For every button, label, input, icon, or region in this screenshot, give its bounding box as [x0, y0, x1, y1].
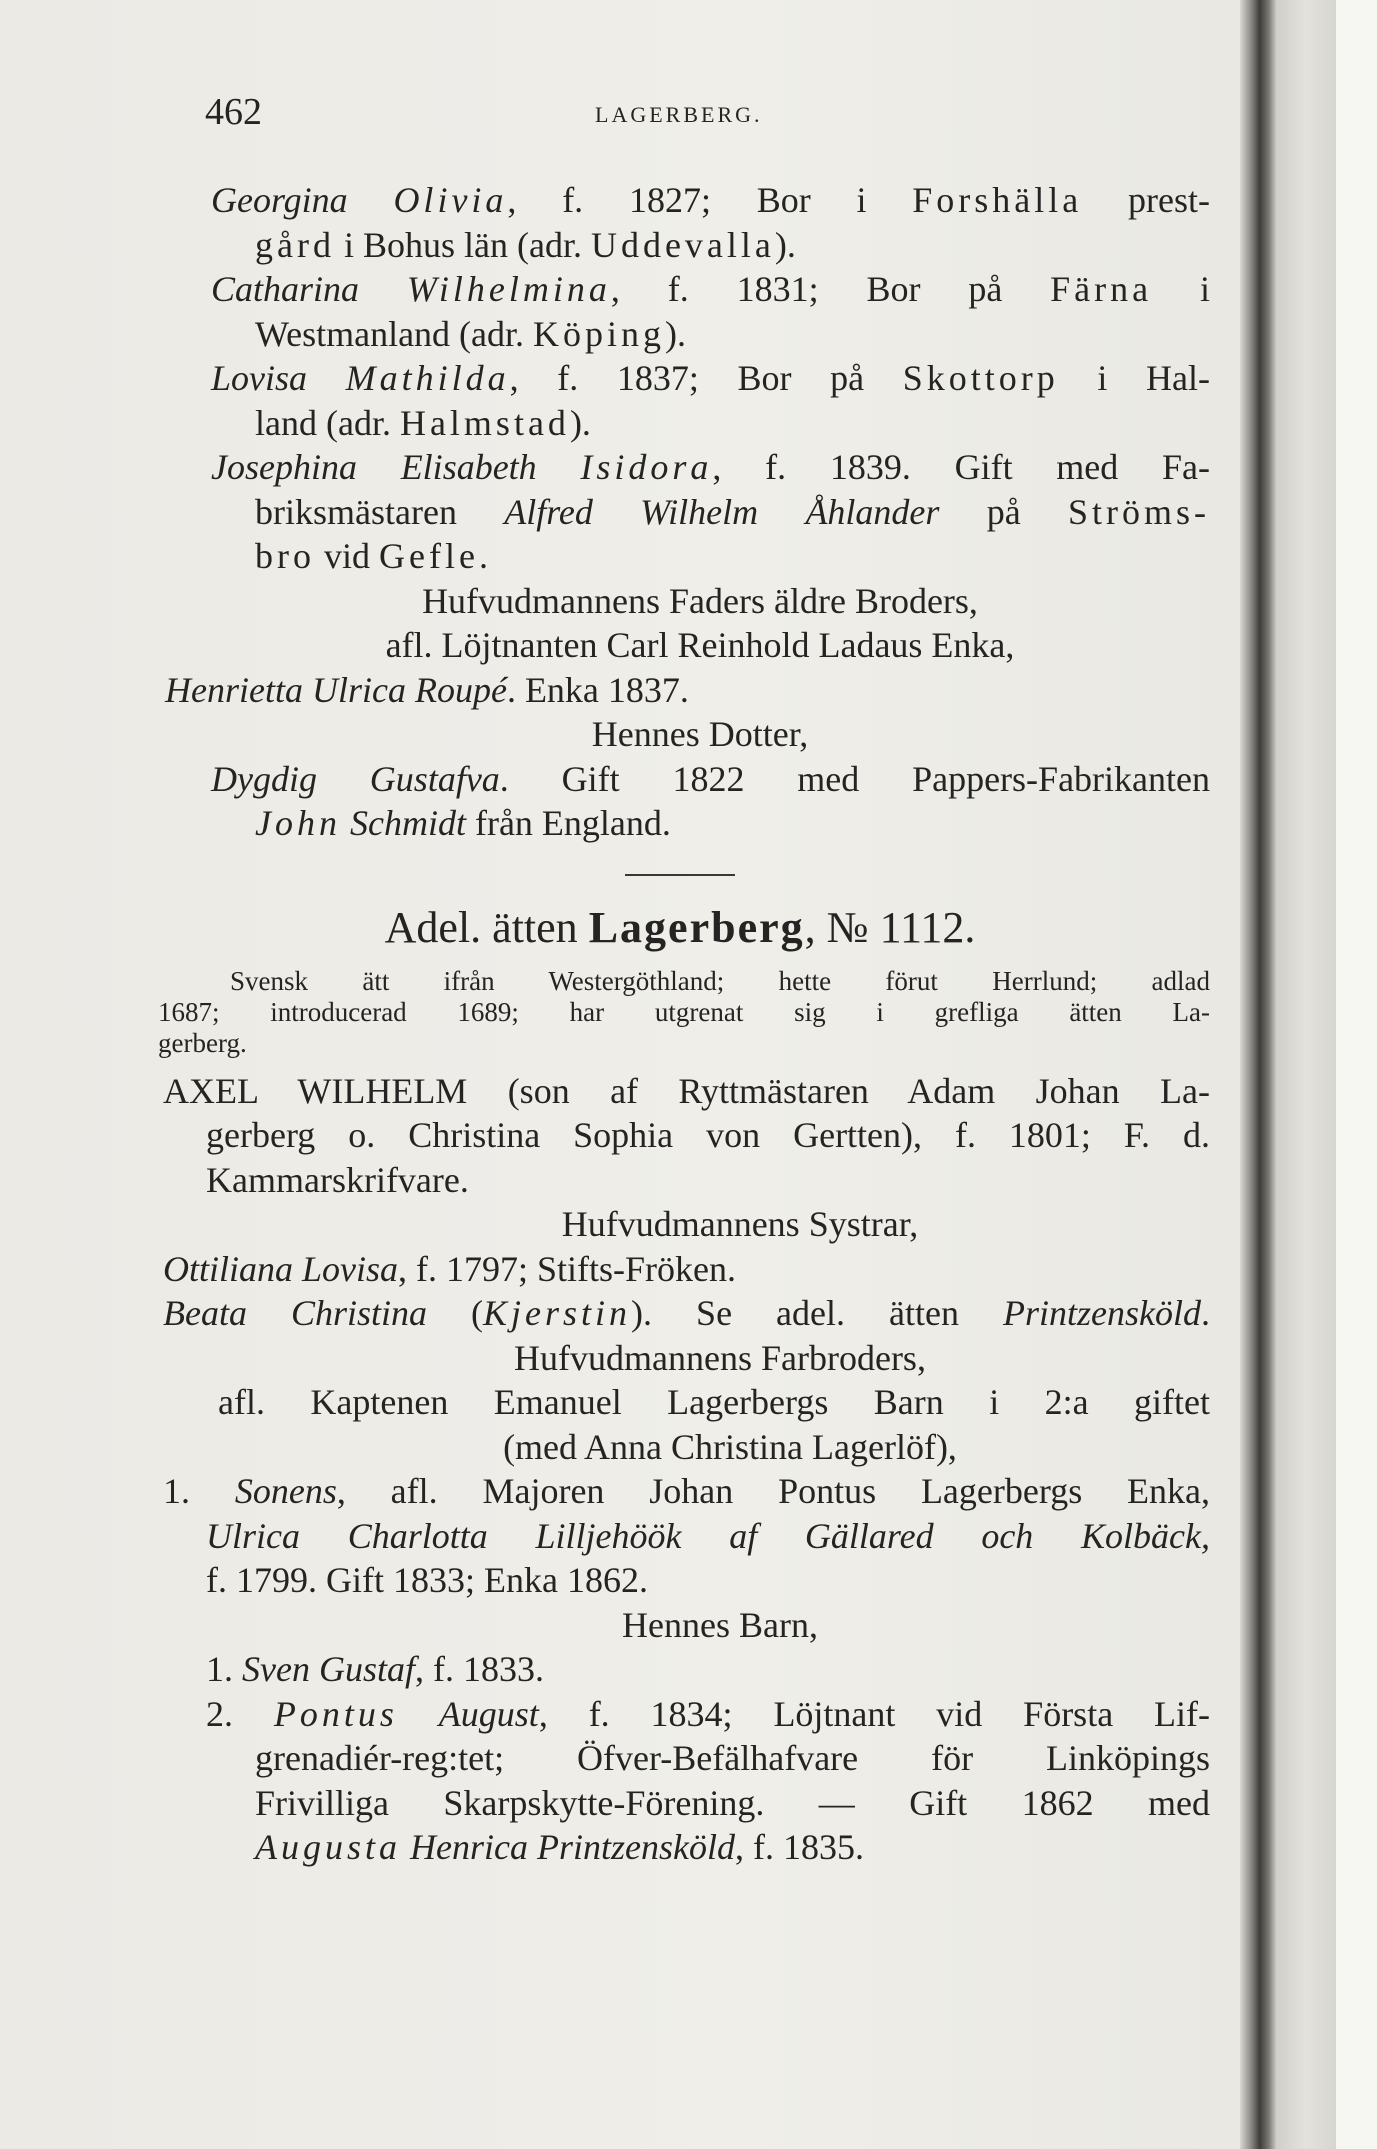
page-gutter	[1240, 0, 1276, 2149]
section-heading: Hennes Dotter,	[591, 714, 809, 754]
text-line: land (adr. Halmstad).	[255, 402, 591, 443]
page-header	[205, 90, 1205, 140]
text-line: AXEL WILHELM (son af Ryttmästaren Adam Johan La-	[163, 1070, 1210, 1111]
page-number: 462	[205, 91, 262, 133]
text-line: Ulrica Charlotta Lilljehöök af Gällared och Kolbäck,	[206, 1515, 1210, 1556]
facing-page-edge	[1276, 0, 1336, 2149]
text-line: Dygdig Gustafva. Gift 1822 med Pappers-Fabrikanten	[211, 758, 1210, 799]
section-heading: Hufvudmannens Farbroders,	[514, 1337, 926, 1378]
text-line: 2. Pontus August, f. 1834; Löjtnant vid Första Lif-	[206, 1693, 1211, 1734]
text-line: Frivilliga Skarpskytte-Förening. — Gift 1862 med	[255, 1782, 1210, 1823]
text-line: Catharina Wilhelmina, f. 1831; Bor på Färna i	[211, 269, 1210, 309]
text-line: Kammarskrifvare.	[206, 1159, 469, 1200]
page-body	[150, 178, 1210, 1870]
section-divider	[625, 874, 735, 876]
text-line: John Schmidt från England.	[255, 803, 671, 843]
section-note: 1687; introducerad 1689; har utgrenat sig i grefliga ätten La-	[158, 996, 1210, 1027]
text-line: Josephina Elisabeth Isidora, f. 1839. Gift med Fa-	[211, 447, 1210, 487]
text-line: 1. Sonens, afl. Majoren Johan Pontus Lagerbergs Enka,	[163, 1471, 1211, 1511]
running-head: LAGERBERG.	[595, 102, 763, 127]
text-line: briksmästaren Alfred Wilhelm Åhlander på Ströms-	[255, 491, 1210, 532]
text-line: Augusta Henrica Printzensköld, f. 1835.	[255, 1827, 864, 1867]
section-note: gerberg.	[158, 1027, 247, 1058]
section-heading: Hufvudmannens Faders äldre Broders,	[422, 580, 978, 621]
text-line: grenadiér-reg:tet; Öfver-Befälhafvare för Linköpings	[255, 1738, 1210, 1778]
text-line: Westmanland (adr. Köping).	[255, 313, 687, 354]
text-line: f. 1799. Gift 1833; Enka 1862.	[206, 1560, 648, 1600]
text-line: gård i Bohus län (adr. Uddevalla).	[255, 224, 796, 265]
section-heading: Hennes Barn,	[622, 1604, 818, 1645]
text-line: bro vid Gefle.	[255, 536, 488, 576]
text-line: afl. Kaptenen Emanuel Lagerbergs Barn i 2:a giftet	[218, 1382, 1210, 1422]
text-line: (med Anna Christina Lagerlöf),	[503, 1426, 957, 1467]
text-line: gerberg o. Christina Sophia von Gertten), f. 1801; F. d.	[206, 1115, 1210, 1155]
text-line: Ottiliana Lovisa, f. 1797; Stifts-Fröken.	[163, 1248, 737, 1289]
text-line: 1. Sven Gustaf, f. 1833.	[206, 1649, 544, 1689]
text-line: Georgina Olivia, f. 1827; Bor i Forshälla prest-	[211, 180, 1211, 220]
background-edge	[1336, 0, 1377, 2149]
section-heading: Hufvudmannens Systrar,	[561, 1204, 919, 1244]
text-line: afl. Löjtnanten Carl Reinhold Ladaus Enka,	[385, 625, 1015, 665]
text-line: Henrietta Ulrica Roupé. Enka 1837.	[165, 669, 689, 710]
text-line: Lovisa Mathilda, f. 1837; Bor på Skottorp i Hal-	[211, 358, 1211, 398]
text-line: Beata Christina (Kjerstin). Se adel. ätten Printzensköld.	[163, 1293, 1210, 1333]
section-note: Svensk ätt ifrån Westergöthland; hette förut Herrlund; adlad	[230, 965, 1210, 996]
section-title: Adel. ätten Lagerberg, № 1112.	[384, 902, 976, 952]
